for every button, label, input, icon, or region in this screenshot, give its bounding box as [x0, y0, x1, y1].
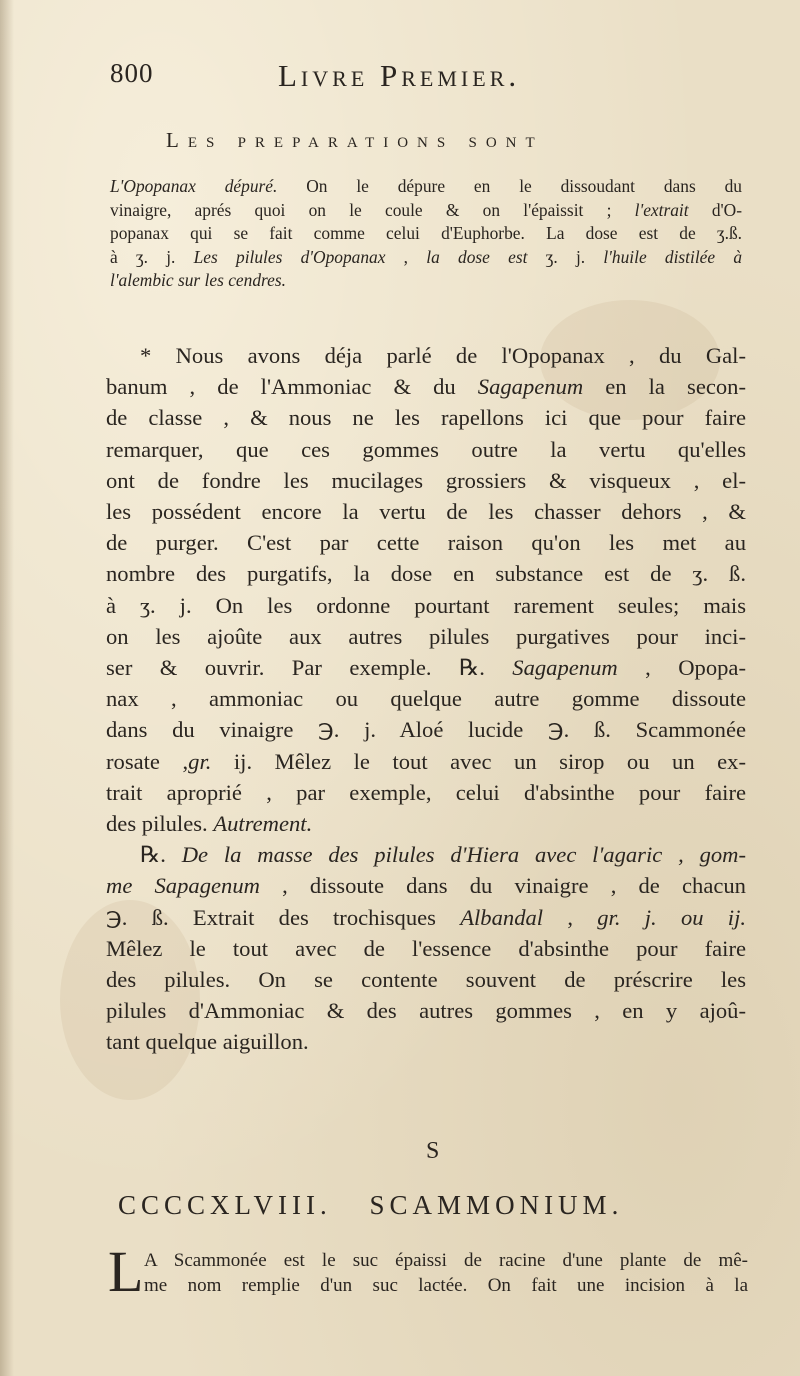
- text-line: [110, 175, 742, 199]
- text-run: Albandal: [460, 904, 544, 930]
- text-line: A Scammonée est le suc épaissi de racine d'une plante de mê-: [144, 1250, 748, 1271]
- text-run: remarquer, que ces gommes outre la vertu qu'elles: [106, 436, 746, 462]
- text-line: me nom remplie d'un suc lactée. On fait une incision à la: [144, 1275, 748, 1296]
- text-run: à ʒ. j. On les ordonne pourtant rarement seules; mais: [106, 592, 746, 618]
- text-line: [106, 683, 746, 714]
- text-run: les possédent encore la vertu de les chasser dehors , &: [106, 499, 746, 525]
- text-run: de classe , & nous ne les rapellons ici que pour faire: [106, 405, 746, 431]
- text-line: [106, 870, 746, 901]
- text-line: [106, 933, 746, 964]
- text-run: nombre des purgatifs, la dose en substance est de ʒ. ß.: [106, 561, 746, 587]
- signature-mark: S: [426, 1138, 440, 1164]
- text-run: pilules d'Ammoniac & des autres gommes , en y ajoû-: [106, 998, 746, 1024]
- text-run: ,: [385, 246, 427, 267]
- chapter-heading: [118, 1190, 748, 1221]
- text-run: popanax qui se fait comme celui d'Euphorbe. La dose est de ʒ.ß.: [110, 223, 742, 244]
- text-run: dans du vinaigre ℈. j. Aloé lucide ℈. ß. Scammonée: [106, 717, 746, 743]
- running-head: [110, 58, 730, 98]
- text-line: [106, 652, 746, 683]
- text-run: on les ajoûte aux autres pilules purgatives pour inci-: [106, 623, 746, 649]
- running-title: Livre Premier.: [278, 58, 521, 93]
- text-line: [106, 496, 746, 527]
- text-run: en la secon-: [583, 374, 746, 400]
- text-run: Sagapenum: [512, 655, 618, 681]
- text-run: On le dépure en le dissoudant dans du: [277, 176, 742, 196]
- text-line: [106, 995, 746, 1026]
- text-line: [106, 590, 746, 621]
- text-line: [106, 558, 746, 589]
- text-run: , Opopa-: [617, 655, 746, 681]
- text-run: l'alembic sur les cendres.: [110, 270, 286, 291]
- text-line: [110, 199, 742, 223]
- text-run: Les pilules d'Opopanax: [193, 246, 386, 267]
- text-line: [110, 269, 742, 293]
- text-run: Sagapenum: [477, 374, 584, 400]
- text-line: [106, 402, 746, 433]
- page-number: 800: [110, 58, 154, 88]
- text-run: ,: [543, 904, 598, 930]
- text-line: [110, 246, 742, 270]
- text-run: ʒ. j.: [527, 246, 604, 267]
- text-run: Mêlez le tout avec de l'essence d'absinthe pour faire: [106, 935, 746, 961]
- text-line: [106, 902, 746, 933]
- scammonium-paragraph: [108, 1239, 748, 1304]
- text-run: ℈. ß. Extrait des trochisques: [106, 904, 461, 930]
- text-run: ser & ouvrir. Par exemple. ℞.: [106, 655, 513, 681]
- text-run: tant quelque aiguillon.: [106, 1029, 309, 1055]
- commentary-paragraph: [106, 340, 746, 1058]
- text-line: [106, 1026, 746, 1057]
- text-line: [110, 222, 742, 246]
- text-run: trait aproprié , par exemple, celui d'absinthe pour faire: [106, 779, 746, 805]
- text-run: ℞.: [140, 842, 182, 868]
- text-run: me Sapagenum: [106, 873, 260, 899]
- chapter-number: CCCCXLVIII.: [118, 1190, 332, 1220]
- text-run: de purger. C'est par cette raison qu'on les met au: [106, 530, 746, 556]
- text-run: ij. Mêlez le tout avec un sirop ou un ex-: [211, 748, 747, 774]
- text-run: l'extrait: [634, 199, 689, 220]
- text-line: [106, 465, 746, 496]
- text-run: rosate ,: [106, 748, 189, 774]
- text-line: [106, 340, 746, 371]
- section-heading: Les preparations sont: [166, 128, 544, 152]
- text-run: des pilules.: [106, 811, 214, 837]
- text-line: [106, 839, 746, 870]
- text-line: [106, 777, 746, 808]
- text-line: [106, 371, 746, 402]
- text-run: gr.: [188, 748, 212, 774]
- text-run: banum , de l'Ammoniac & du: [106, 374, 478, 400]
- text-line: [106, 434, 746, 465]
- text-run: l'huile distilée à: [603, 246, 743, 267]
- text-line: [106, 808, 746, 839]
- text-run: Autrement.: [213, 811, 313, 837]
- drop-cap: L: [108, 1239, 144, 1304]
- chapter-title: SCAMMONIUM.: [369, 1190, 624, 1220]
- text-line: [106, 964, 746, 995]
- text-line: [106, 621, 746, 652]
- text-line: [106, 714, 746, 745]
- text-run: , dissoute dans du vinaigre , de chacun: [259, 873, 746, 899]
- text-run: des pilules. On se contente souvent de préscrire les: [106, 967, 746, 993]
- gutter-shadow: [0, 0, 14, 1376]
- text-run: d'O-: [688, 199, 742, 220]
- text-run: à ʒ. j.: [110, 246, 194, 267]
- text-line: [106, 527, 746, 558]
- preparations-paragraph: [110, 175, 742, 293]
- text-run: nax , ammoniac ou quelque autre gomme dissoute: [106, 686, 746, 712]
- text-run: L'Opopanax dépuré.: [110, 176, 278, 196]
- text-run: gr. j. ou ij.: [597, 904, 747, 930]
- text-run: la dose est: [426, 246, 528, 267]
- text-run: * Nous avons déja parlé de l'Opopanax , du Gal-: [140, 343, 746, 368]
- text-run: De la masse des pilules d'Hiera avec l'agaric , gom-: [181, 842, 747, 868]
- text-line: [106, 746, 746, 777]
- text-run: ont de fondre les mucilages grossiers & visqueux , el-: [106, 467, 746, 493]
- text-run: vinaigre, aprés quoi on le coule & on l'épaissit ;: [110, 199, 635, 220]
